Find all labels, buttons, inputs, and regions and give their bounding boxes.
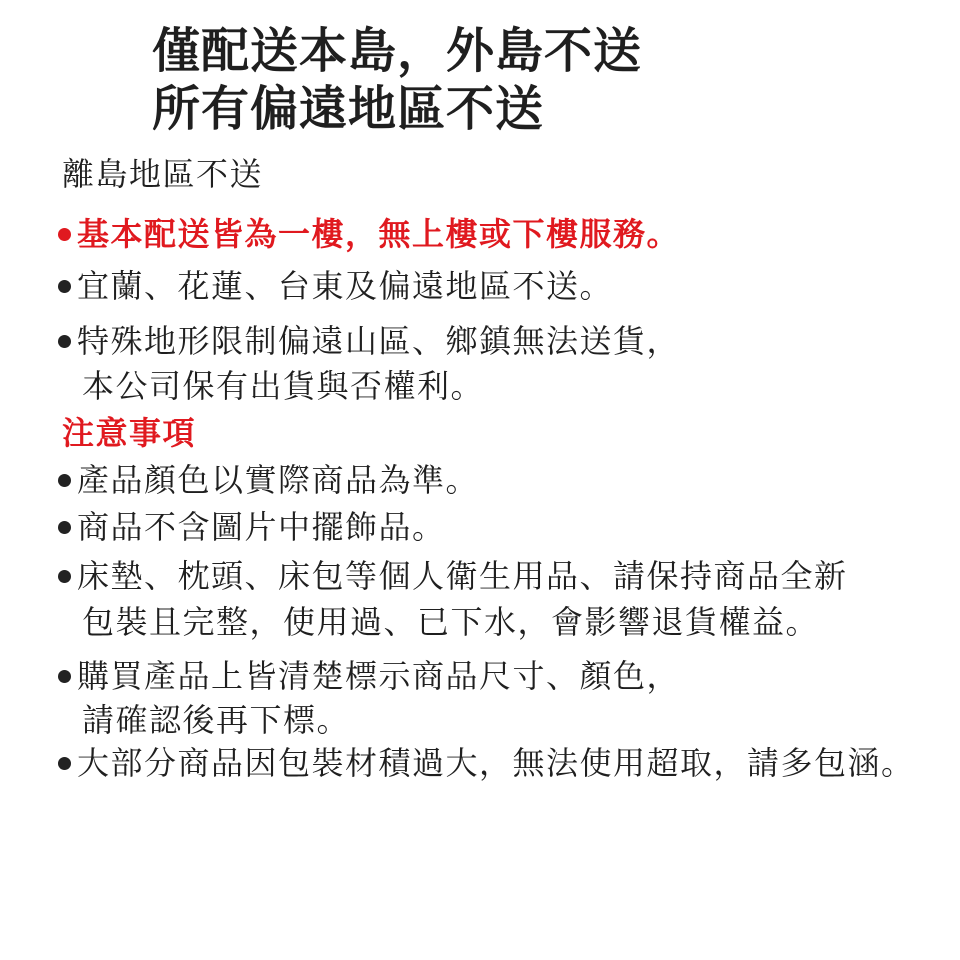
note-terrain-limits-cont: 本公司保有出貨與否權利。 xyxy=(82,367,485,405)
subtitle-outlying-islands: 離島地區不送 xyxy=(62,155,264,193)
notice-size-color xyxy=(58,656,680,696)
note-remote-areas xyxy=(58,266,613,306)
notice-text: 床墊、枕頭、床包等個人衛生用品、請保持商品全新 xyxy=(77,557,848,595)
notice-hygiene xyxy=(58,556,848,596)
note-ground-floor-only xyxy=(58,214,680,254)
bullet-icon xyxy=(58,757,71,770)
notice-decor xyxy=(58,507,446,547)
notice-text: 大部分商品因包裝材積過大，無法使用超取，請多包涵。 xyxy=(77,744,915,782)
notice-color xyxy=(58,460,479,500)
bullet-icon xyxy=(58,280,71,293)
bullet-icon xyxy=(58,335,71,348)
notice-text: 購買產品上皆清楚標示商品尺寸、顏色， xyxy=(77,657,681,695)
notice-section-title: 注意事項 xyxy=(62,414,197,452)
bullet-icon xyxy=(58,228,71,241)
headline-line-2: 所有偏遠地區不送 xyxy=(152,81,545,137)
bullet-icon xyxy=(58,670,71,683)
bullet-icon xyxy=(58,521,71,534)
note-terrain-limits xyxy=(58,321,680,361)
notice-no-pickup xyxy=(58,743,915,783)
note-text: 特殊地形限制偏遠山區、鄉鎮無法送貨， xyxy=(77,322,681,360)
notice-size-color-cont: 請確認後再下標。 xyxy=(82,701,351,739)
bullet-icon xyxy=(58,474,71,487)
notice-hygiene-cont: 包裝且完整，使用過、已下水，會影響退貨權益。 xyxy=(82,603,820,641)
notice-text: 商品不含圖片中擺飾品。 xyxy=(77,508,446,546)
notice-text: 產品顏色以實際商品為準。 xyxy=(77,461,480,499)
note-text: 基本配送皆為一樓，無上樓或下樓服務。 xyxy=(77,215,681,253)
note-text: 宜蘭、花蓮、台東及偏遠地區不送。 xyxy=(77,267,614,305)
bullet-icon xyxy=(58,570,71,583)
shipping-headline xyxy=(152,22,642,138)
headline-line-1: 僅配送本島，外島不送 xyxy=(152,23,643,79)
